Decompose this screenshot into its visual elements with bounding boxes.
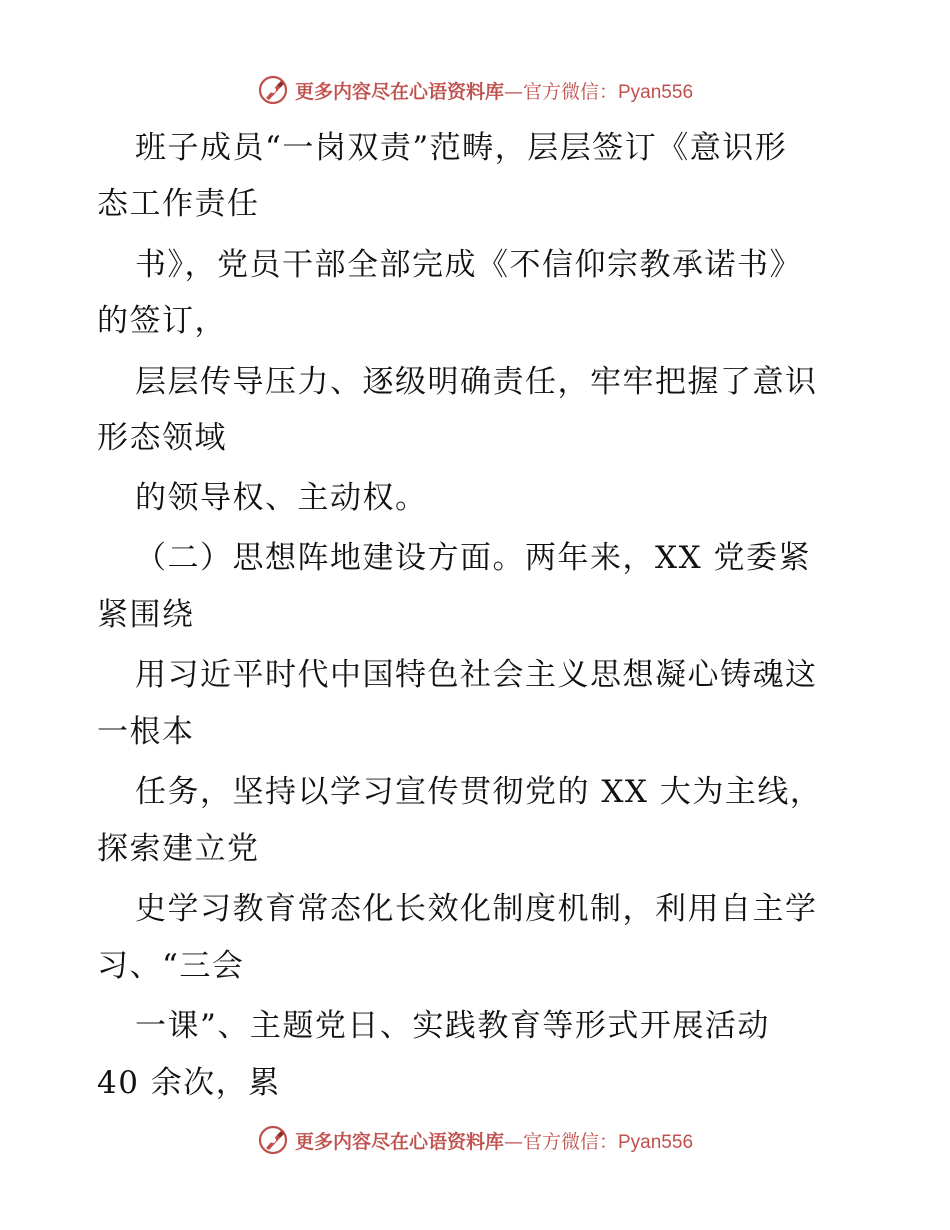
body-line: 史学习教育常态化长效化制度机制，利用自主学 [135,891,818,927]
footer-text [295,1127,693,1154]
footer-wechat-label: 官方微信： [522,1130,618,1153]
body-line: 任务，坚持以学习宣传贯彻党的 XX 大为主线， [135,774,823,810]
body-line: 班子成员“一岗双责”范畴，层层签订《意识形 [135,130,788,166]
footer-wechat-id: Pyan556 [618,1131,694,1153]
body-line: 形态领域 [97,420,227,456]
body-line: 一课”、主题党日、实践教育等形式开展活动 [135,1008,770,1044]
body-line: 层层传导压力、逐级明确责任，牢牢把握了意识 [135,364,818,400]
header-brand: 更多内容尽在心语资料库 [294,80,504,103]
header-text [295,77,693,104]
pen-circle-logo-icon [257,74,289,106]
header-banner [0,70,950,110]
body-line: （二）思想阵地建设方面。两年来，XX 党委紧 [135,540,811,576]
body-line: 用习近平时代中国特色社会主义思想凝心铸魂这 [135,657,818,693]
body-line: 一根本 [97,714,195,750]
footer-banner [0,1120,950,1160]
footer-brand: 更多内容尽在心语资料库 [294,1130,504,1153]
body-line: 态工作责任 [97,186,260,222]
footer-separator: — [503,1130,523,1153]
body-line: 的领导权、主动权。 [135,480,428,516]
header-separator: — [503,80,523,103]
header-wechat-id: Pyan556 [618,81,694,103]
body-line: 书》，党员干部全部完成《不信仰宗教承诺书》 [135,247,802,283]
body-line: 的签订， [97,303,227,339]
header-wechat-label: 官方微信： [522,80,618,103]
body-line: 探索建立党 [97,831,260,867]
body-line: 习、“三会 [97,948,245,984]
body-line: 紧围绕 [97,597,195,633]
body-line: 40 余次，累 [97,1065,281,1101]
pen-circle-logo-icon [257,1124,289,1156]
